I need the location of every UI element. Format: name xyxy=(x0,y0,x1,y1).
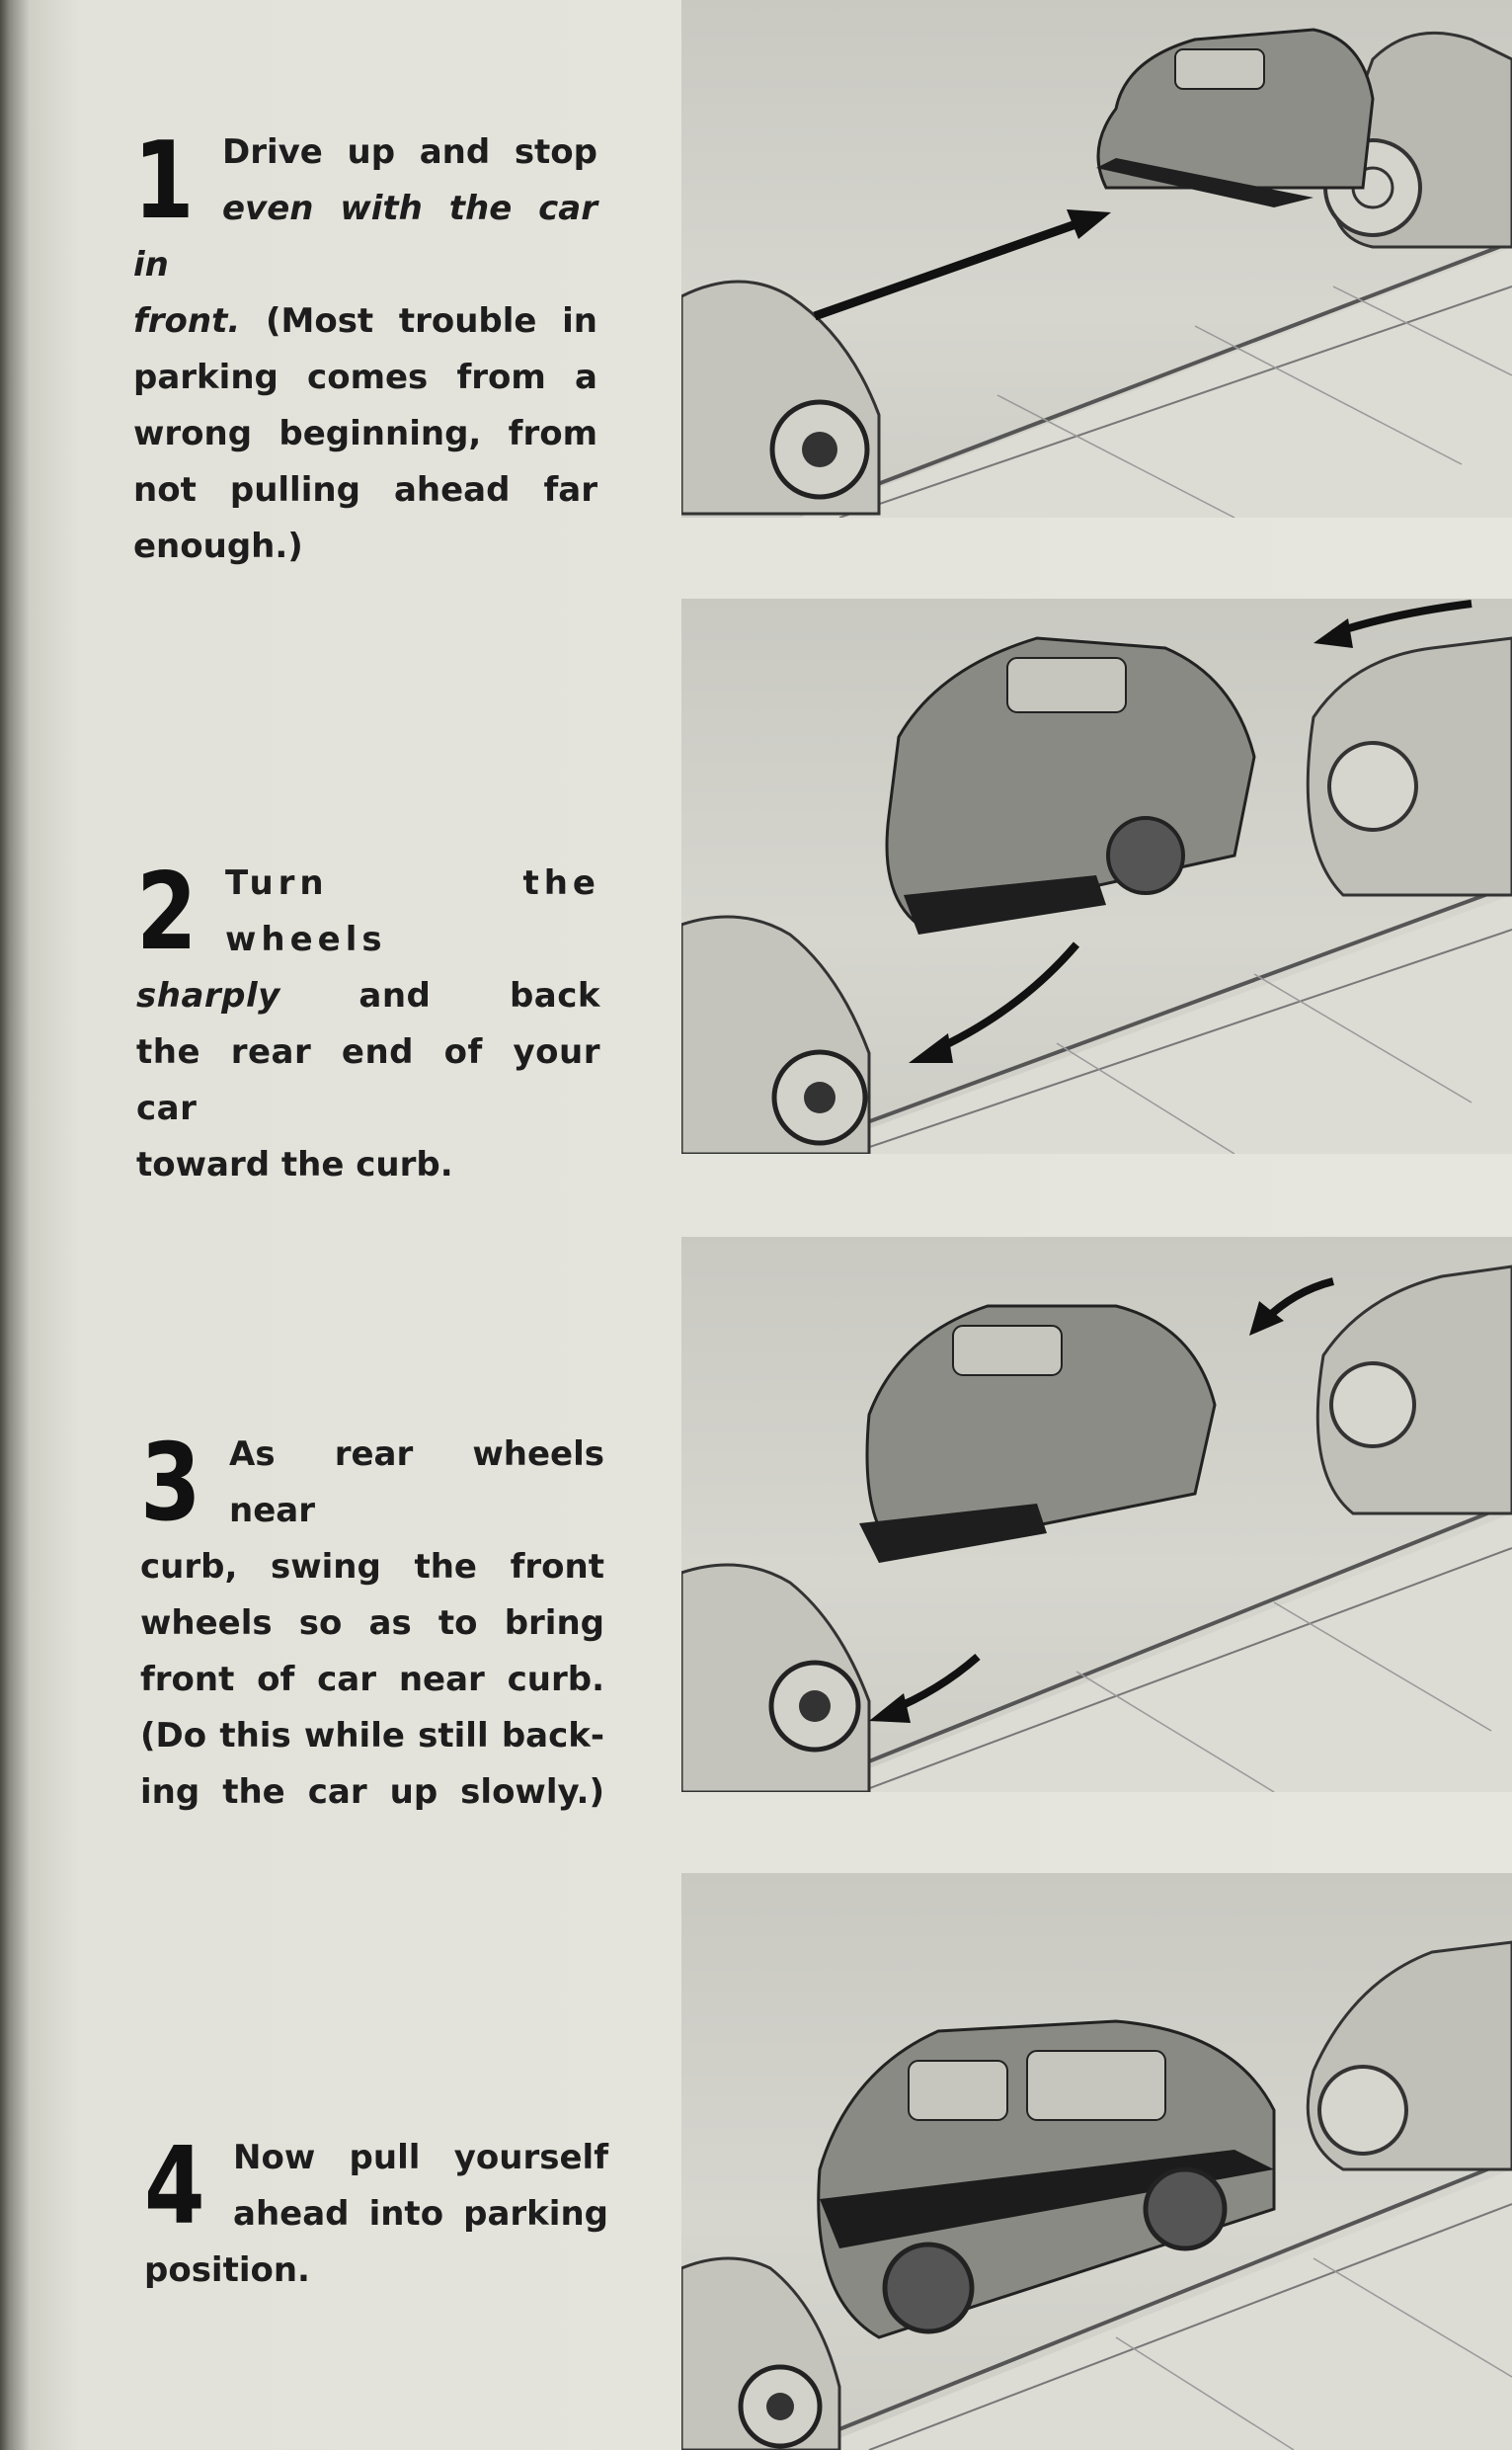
step-text: Now pull yourself ahead into parking xyxy=(233,2138,608,2234)
car-illustration xyxy=(681,0,1512,518)
step-number: 2 xyxy=(136,851,195,974)
step-text: Drive up and stop even with the car in front. (Most trouble in parking comes from a wrong beginning, from not pulling ahead far xyxy=(133,132,597,510)
car-illustration xyxy=(681,1237,1512,1792)
step-text: Turn the wheels sharply and back the rear end of your car xyxy=(136,863,600,1128)
step-4 xyxy=(144,2125,608,2299)
step-text-end: enough.) xyxy=(133,527,303,566)
illustrations-column xyxy=(681,0,1512,2450)
car-illustration xyxy=(681,599,1512,1154)
step-2 xyxy=(136,851,600,1193)
step-number: 1 xyxy=(133,120,192,243)
step-number: 3 xyxy=(140,1422,199,1545)
illustration-step-1 xyxy=(681,0,1512,518)
illustration-step-4 xyxy=(681,1873,1512,2450)
step-number: 4 xyxy=(144,2125,202,2248)
instructions-column xyxy=(0,0,681,2450)
step-text-end: toward the curb. xyxy=(136,1145,453,1184)
step-text: As rear wheels near curb, swing the front wheels so as to bring front of car near curb. (Do this while still back- xyxy=(140,1434,604,1756)
step-3 xyxy=(140,1422,604,1821)
step-text-end: ing the car up slowly.) xyxy=(140,1772,604,1812)
car-illustration xyxy=(681,1873,1512,2450)
step-text-end: position. xyxy=(144,2250,310,2290)
illustration-step-3 xyxy=(681,1237,1512,1792)
step-1 xyxy=(133,120,597,575)
illustration-step-2 xyxy=(681,599,1512,1154)
